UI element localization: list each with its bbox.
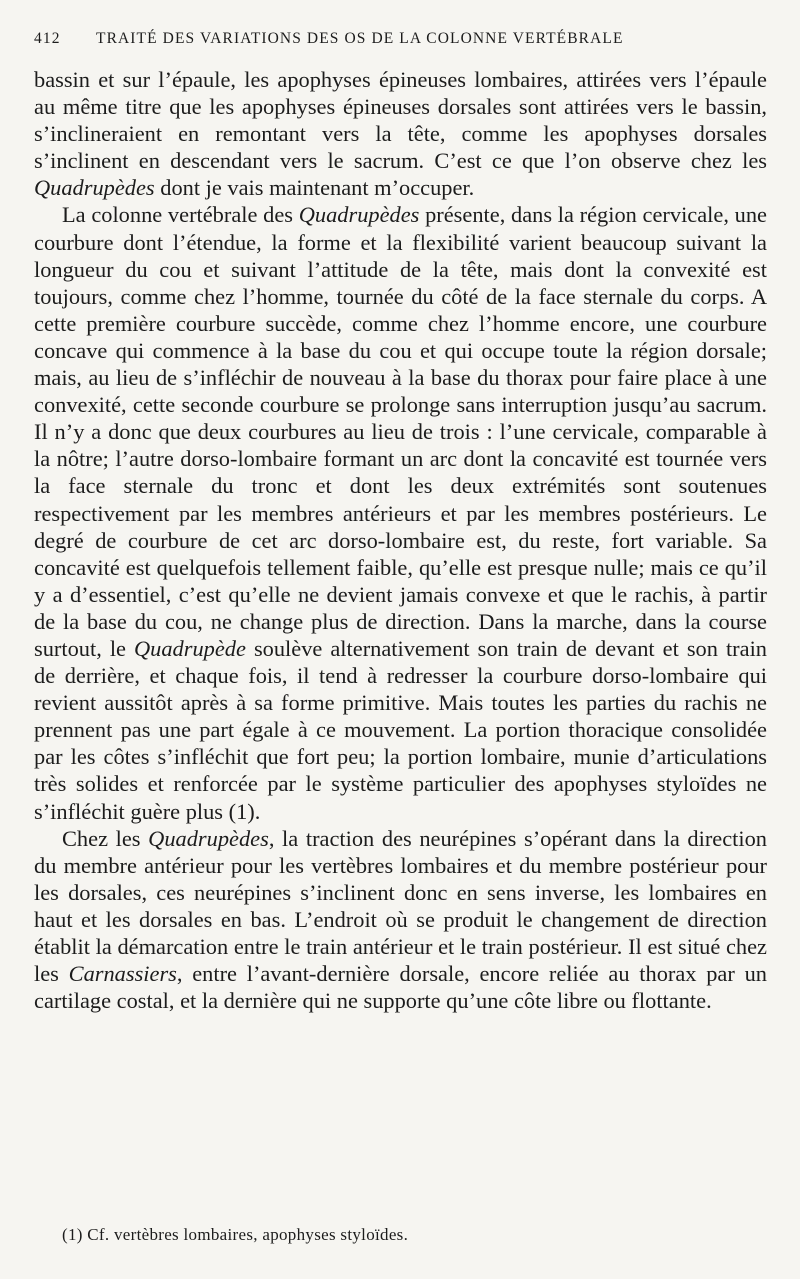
italic-term: Quadrupèdes xyxy=(148,825,269,851)
text-run: Chez les xyxy=(62,825,149,851)
italic-term: Quadrupèdes xyxy=(298,202,420,228)
text-run: , la traction des neurépines s’opérant dans la direction du membre antérieur pour les vertèbres lombaires et du membre postérieur pour les dorsales, ces neurépines s’inclinent donc en sens inverse, les lombaires en haut et les dorsales en bas. L’endroit où se produit le changement de direction établit la démarcation entre le train antérieur et le train postérieur. Il est situé chez les xyxy=(34,825,767,987)
page-number: 412 xyxy=(34,30,61,47)
italic-term: Quadrupède xyxy=(134,635,246,661)
running-title: TRAITÉ DES VARIATIONS DES OS DE LA COLONNE VERTÉBRALE xyxy=(96,30,624,47)
text-run: soulève alternativement son train de devant et son train de derrière, et chaque fois, il tend à redresser la courbure dorso-lombaire qui revient aussitôt après à sa forme primitive. Mais toutes les parties du rachis ne prennent pas une part égale à ce mouvement. La portion thoracique consolidée par les côtes s’infléchit que fort peu; la portion lombaire, munie d’articulations très solides et renforcée par le système particulier des apophyses styloïdes ne s’infléchit guère plus (1). xyxy=(34,635,767,824)
running-head xyxy=(34,30,767,48)
paragraph-2 xyxy=(34,201,767,824)
body-text xyxy=(34,66,767,1014)
text-run: , entre l’avant-dernière dorsale, encore reliée au thorax par un cartilage costal, et la dernière qui ne supporte qu’une côte libre ou flottante. xyxy=(34,961,767,1014)
italic-term: Quadrupèdes xyxy=(34,175,155,201)
text-run: dont je vais maintenant m’occuper. xyxy=(154,175,475,201)
footnote: (1) Cf. vertèbres lombaires, apophyses styloïdes. xyxy=(62,1225,409,1244)
paragraph-3 xyxy=(34,825,767,1015)
italic-term: Carnassiers xyxy=(68,961,177,987)
text-run: bassin et sur l’épaule, les apophyses épineuses lombaires, attirées vers l’épaule au même titre que les apophyses épineuses dorsales sont attirées vers le bassin, s’inclineraient en remontant vers la tête, comme les apophyses dorsales s’inclinent en descendant vers le sacrum. C’est ce que l’on observe chez les xyxy=(34,67,767,174)
text-run: présente, dans la région cervicale, une courbure dont l’étendue, la forme et la flexibilité varient beaucoup suivant la longueur du cou et suivant l’attitude de la tête, mais dont la convexité est toujours, comme chez l’homme, tournée du côté de la face sternale du corps. A cette première courbure succède, comme chez l’homme encore, une courbure concave qui commence à la base du cou et qui occupe toute la région dorsale; mais, au lieu de s’infléchir de nouveau à la base du thorax pour faire place à une convexité, cette seconde courbure se prolonge sans interruption jusqu’au sacrum. Il n’y a donc que deux courbures au lieu de trois : l’une cervicale, comparable à la nôtre; l’autre dorso-lombaire formant un arc dont la concavité est tournée vers la face sternale du tronc et dont les deux extrémités sont soutenues respectivement par les membres antérieurs et par les membres postérieurs. Le degré de courbure de cet arc dorso-lombaire est, du reste, fort variable. Sa concavité est quelquefois tellement faible, qu’elle est presque nulle; mais ce qu’il y a d’essentiel, c’est qu’elle ne devient jamais convexe et que le rachis, à partir de la base du cou, ne change plus de direction. Dans la marche, dans la course surtout, le xyxy=(34,202,767,661)
text-run: La colonne vertébrale des xyxy=(62,202,299,228)
paragraph-1 xyxy=(34,66,767,201)
